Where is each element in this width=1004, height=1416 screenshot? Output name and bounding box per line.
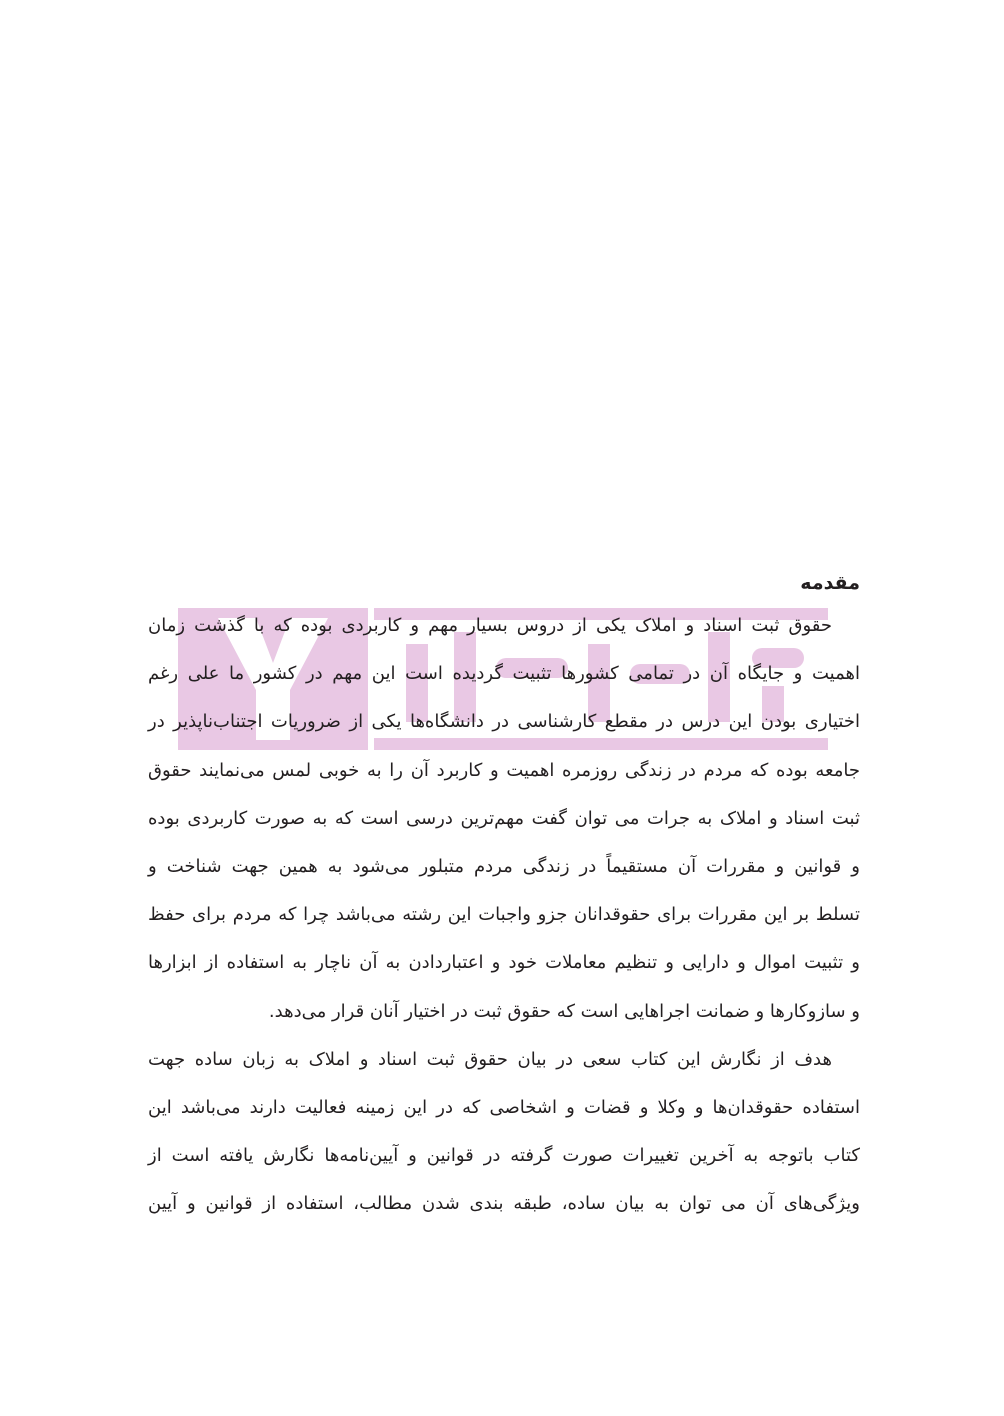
text-line: ثبت اسناد و املاک به جرات می توان گفت مهم‌ترین درسی است که به صورت کاربردی بوده: [148, 807, 860, 829]
paragraph-1: [148, 602, 860, 1036]
text-line: اختیاری بودن این درس در مقطع کارشناسی در دانشگاه‌ها یکی از ضروریات اجتناب‌ناپذیر در: [148, 711, 860, 733]
text-line: و قوانین و مقررات آن مستقیماً در زندگی مردم متبلور می‌شود به همین جهت شناخت و: [148, 855, 860, 877]
paragraph-2: [148, 1036, 860, 1229]
text-line: ویژگی‌های آن می توان به بیان ساده، طبقه بندی شدن مطالب، استفاده از قوانین و آیین: [148, 1193, 860, 1215]
text-line: اهمیت و جایگاه آن در تمامی کشورها تثبیت گردیده است این مهم در کشور ما علی رغم: [148, 663, 860, 685]
text-line: کتاب باتوجه به آخرین تغییرات صورت گرفته در قوانین و آیین‌نامه‌ها نگارش یافته است از: [148, 1145, 860, 1167]
document-body: [148, 566, 860, 1228]
text-line: جامعه بوده که مردم در زندگی روزمره اهمیت و کاربرد آن را به خوبی لمس می‌نمایند حقوق: [148, 759, 860, 781]
section-heading: مقدمه: [800, 572, 860, 594]
text-line: حقوق ثبت اسناد و املاک یکی از دروس بسیار مهم و کاربردی بوده که با گذشت زمان: [148, 615, 832, 636]
text-line: استفاده حقوقدان‌ها و وکلا و قضات و اشخاصی که در این زمینه فعالیت دارند می‌باشد این: [148, 1096, 860, 1118]
text-line: و سازوکارها و ضمانت اجراهایی است که حقوق ثبت در اختیار آنان قرار می‌دهد.: [268, 1000, 860, 1022]
text-line: هدف از نگارش این کتاب سعی در بیان حقوق ثبت اسناد و املاک به زبان ساده جهت: [148, 1048, 832, 1070]
text-line: تسلط بر این مقررات برای حقوقدانان جزو واجبات این رشته می‌باشد چرا که مردم برای حفظ: [148, 904, 860, 926]
text-line: و تثبیت اموال و دارایی و تنظیم معاملات خود و اعتباردادن به آن ناچار به استفاده از ابزارها: [148, 952, 860, 974]
